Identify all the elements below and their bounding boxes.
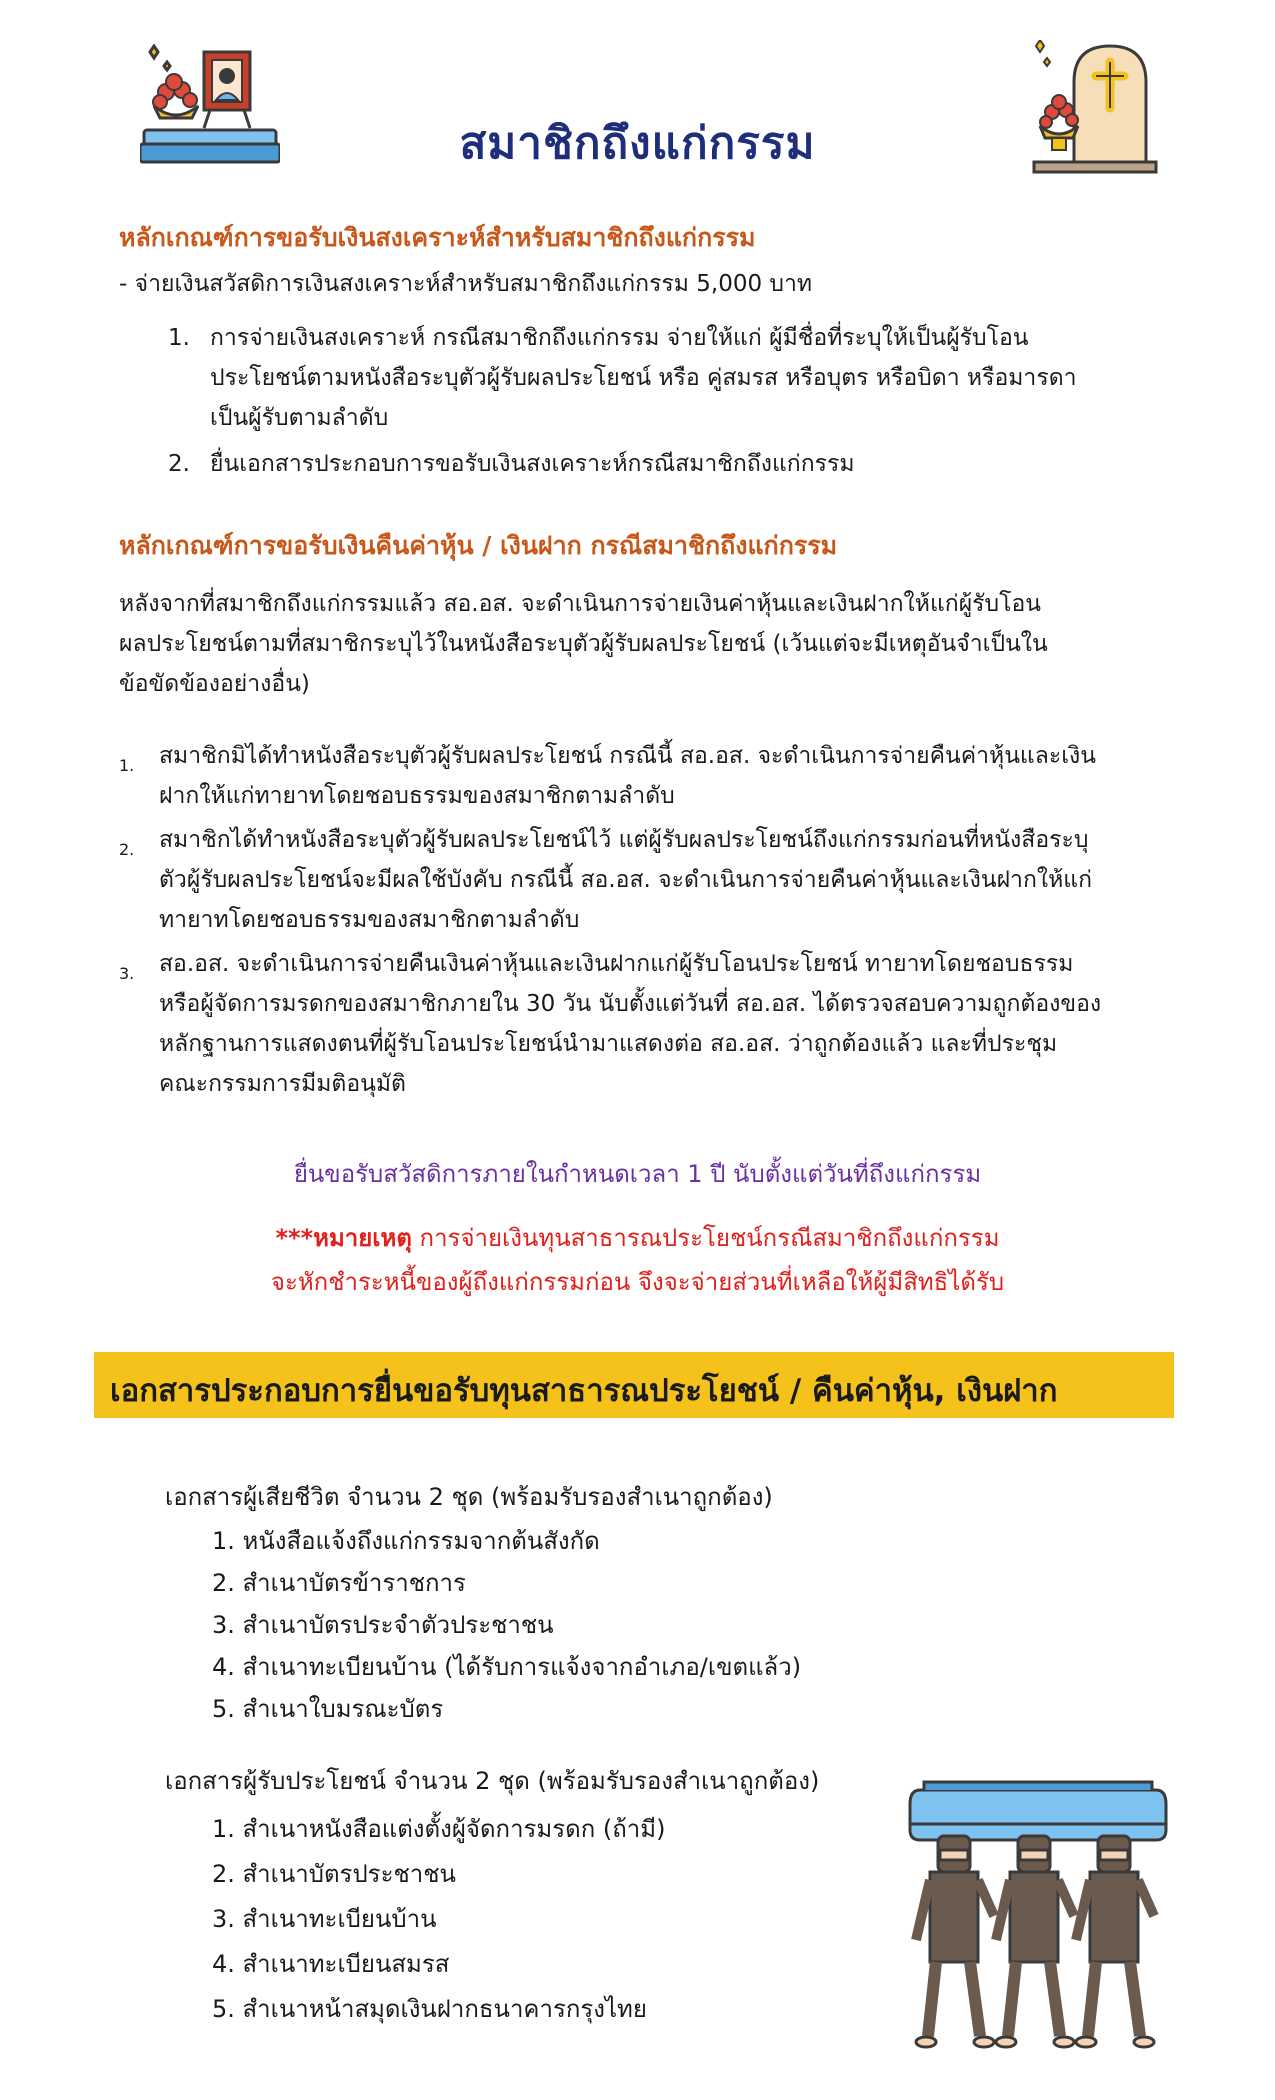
paragraph-line: ผลประโยชน์ตามที่สมาชิกระบุไว้ในหนังสือระบุตัวผู้รับผลประโยชน์ (เว้นแต่จะมีเหตุอันจำเป็นใน bbox=[119, 631, 1048, 657]
list-item: 2. สำเนาบัตรประชาชน bbox=[212, 1860, 456, 1888]
list-item: 3. สำเนาบัตรประจำตัวประชาชน bbox=[212, 1611, 554, 1639]
list-line: ประโยชน์ตามหนังสือระบุตัวผู้รับผลประโยชน์ หรือ คู่สมรส หรือบุตร หรือบิดา หรือมารดา bbox=[210, 365, 1077, 391]
paragraph-line: หลังจากที่สมาชิกถึงแก่กรรมแล้ว สอ.อส. จะดำเนินการจ่ายเงินค่าหุ้นและเงินฝากให้แก่ผู้รับโอน bbox=[119, 591, 1042, 617]
beneficiary-docs-heading: เอกสารผู้รับประโยชน์ จำนวน 2 ชุด (พร้อมรับรองสำเนาถูกต้อง) bbox=[165, 1767, 820, 1795]
list-item: 4. สำเนาทะเบียนสมรส bbox=[212, 1950, 450, 1978]
documents-banner-title: เอกสารประกอบการยื่นขอรับทุนสาธารณประโยชน์ / คืนค่าหุ้น, เงินฝาก bbox=[110, 1373, 1058, 1409]
list-item: 4. สำเนาทะเบียนบ้าน (ได้รับการแจ้งจากอำเภอ/เขตแล้ว) bbox=[212, 1653, 802, 1681]
list-number: 3. bbox=[119, 964, 135, 983]
list-item bbox=[150, 444, 1150, 484]
note-prefix: ***หมายเหตุ bbox=[275, 1224, 412, 1252]
list-line: ทายาทโดยชอบธรรมของสมาชิกตามลำดับ bbox=[159, 907, 580, 933]
list-number: 2. bbox=[119, 840, 135, 859]
list-line: ฝากให้แก่ทายาทโดยชอบธรรมของสมาชิกตามลำดับ bbox=[159, 783, 675, 809]
list-number: 1. bbox=[119, 756, 135, 775]
list-item: 5. สำเนาหน้าสมุดเงินฝากธนาคารกรุงไทย bbox=[212, 1995, 647, 2023]
list-number: 2. bbox=[168, 451, 190, 477]
deceased-docs-list bbox=[212, 1520, 801, 1730]
list-line: ตัวผู้รับผลประโยชน์จะมีผลใช้บังคับ กรณีนี้ สอ.อส. จะดำเนินการจ่ายคืนค่าหุ้นและเงินฝากให้แก่ bbox=[159, 867, 1093, 893]
section2-heading: หลักเกณฑ์การขอรับเงินคืนค่าหุ้น / เงินฝาก กรณีสมาชิกถึงแก่กรรม bbox=[119, 531, 838, 560]
list-item bbox=[119, 944, 1169, 1104]
list-line: การจ่ายเงินสงเคราะห์ กรณีสมาชิกถึงแก่กรรม จ่ายให้แก่ ผู้มีชื่อที่ระบุให้เป็นผู้รับโอน bbox=[210, 325, 1029, 351]
list-item: 1. หนังสือแจ้งถึงแก่กรรมจากต้นสังกัด bbox=[212, 1527, 600, 1555]
list-line: คณะกรรมการมีมติอนุมัติ bbox=[159, 1071, 406, 1097]
note-text: การจ่ายเงินทุนสาธารณประโยชน์กรณีสมาชิกถึงแก่กรรม bbox=[411, 1224, 1000, 1252]
list-line: หลักฐานการแสดงตนที่ผู้รับโอนประโยชน์นำมาแสดงต่อ สอ.อส. ว่าถูกต้องแล้ว และที่ประชุม bbox=[159, 1031, 1058, 1057]
page-title: สมาชิกถึงแก่กรรม bbox=[459, 118, 816, 169]
list-line: สอ.อส. จะดำเนินการจ่ายคืนเงินค่าหุ้นและเงินฝากแก่ผู้รับโอนประโยชน์ ทายาทโดยชอบธรรม bbox=[159, 951, 1074, 977]
list-item bbox=[119, 820, 1169, 940]
list-item bbox=[119, 736, 1169, 816]
list-line: สมาชิกได้ทำหนังสือระบุตัวผู้รับผลประโยชน์ไว้ แต่ผู้รับผลประโยชน์ถึงแก่กรรมก่อนที่หนังสือระบุ bbox=[159, 827, 1089, 853]
list-line: เป็นผู้รับตามลำดับ bbox=[210, 405, 389, 431]
section1-intro: - จ่ายเงินสวัสดิการเงินสงเคราะห์สำหรับสมาชิกถึงแก่กรรม 5,000 บาท bbox=[119, 271, 813, 297]
list-item: 3. สำเนาทะเบียนบ้าน bbox=[212, 1905, 437, 1933]
beneficiary-docs-list bbox=[212, 1808, 665, 2030]
list-line: หรือผู้จัดการมรดกของสมาชิกภายใน 30 วัน นับตั้งแต่วันที่ สอ.อส. ได้ตรวจสอบความถูกต้องของ bbox=[159, 991, 1102, 1017]
note-line-1 bbox=[0, 1216, 1275, 1260]
paragraph-line: ข้อขัดข้องอย่างอื่น) bbox=[119, 671, 310, 697]
section1-heading: หลักเกณฑ์การขอรับเงินสงเคราะห์สำหรับสมาชิกถึงแก่กรรม bbox=[119, 223, 756, 252]
pallbearers-icon bbox=[900, 1750, 1180, 2060]
list-item: 1. สำเนาหนังสือแต่งตั้งผู้จัดการมรดก (ถ้ามี) bbox=[212, 1815, 666, 1843]
list-line: ยื่นเอกสารประกอบการขอรับเงินสงเคราะห์กรณีสมาชิกถึงแก่กรรม bbox=[210, 451, 855, 477]
deadline-text: ยื่นขอรับสวัสดิการภายในกำหนดเวลา 1 ปี นับตั้งแต่วันที่ถึงแก่กรรม bbox=[293, 1160, 982, 1188]
list-item: 2. สำเนาบัตรข้าราชการ bbox=[212, 1569, 466, 1597]
deceased-docs-heading: เอกสารผู้เสียชีวิต จำนวน 2 ชุด (พร้อมรับรองสำเนาถูกต้อง) bbox=[165, 1483, 773, 1511]
list-number: 1. bbox=[168, 325, 190, 351]
list-item bbox=[150, 318, 1150, 438]
list-item: 5. สำเนาใบมรณะบัตร bbox=[212, 1695, 444, 1723]
section2-paragraph bbox=[119, 584, 1159, 704]
list-line: สมาชิกมิได้ทำหนังสือระบุตัวผู้รับผลประโยชน์ กรณีนี้ สอ.อส. จะดำเนินการจ่ายคืนค่าหุ้นและเงิน bbox=[159, 743, 1097, 769]
note-line-2: จะหักชำระหนี้ของผู้ถึงแก่กรรมก่อน จึงจะจ่ายส่วนที่เหลือให้ผู้มีสิทธิได้รับ bbox=[270, 1268, 1005, 1296]
